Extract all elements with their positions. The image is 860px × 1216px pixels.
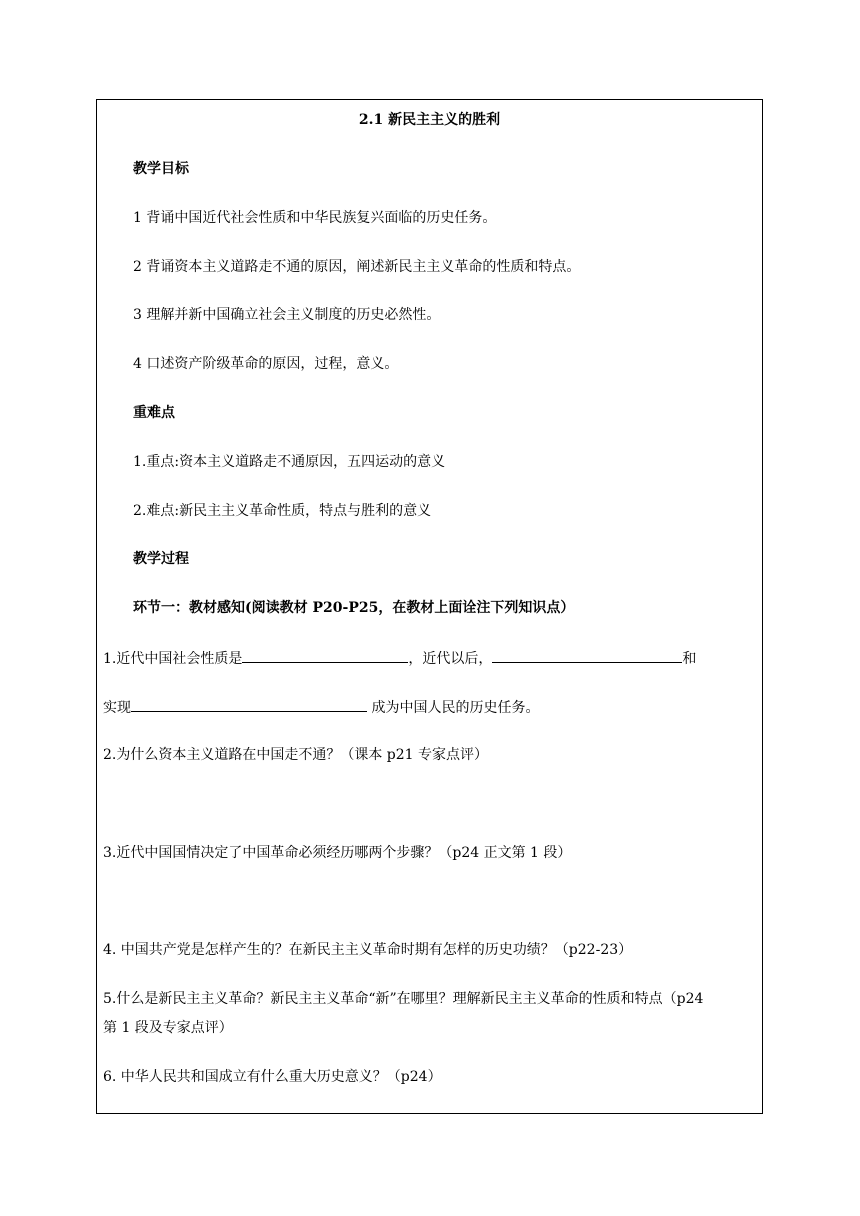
key-point-1: 1.重点:资本主义道路走不通原因，五四运动的意义	[133, 454, 446, 470]
fill-blank-2[interactable]	[492, 647, 682, 663]
fill-blank-1[interactable]	[242, 647, 408, 663]
question-1-text-d: 实现	[103, 700, 131, 716]
fill-blank-3[interactable]	[131, 696, 367, 712]
section-heading-process: 教学过程	[133, 551, 189, 567]
question-3: 3.近代中国国情决定了中国革命必须经历哪两个步骤？（p24 正文第 1 段）	[103, 845, 572, 861]
page-title: 2.1 新民主主义的胜利	[358, 112, 501, 128]
question-5-line-1: 5.什么是新民主主义革命？新民主主义革命“新”在哪里？理解新民主主义革命的性质和特点（p24	[103, 991, 704, 1007]
objective-item-2: 2 背诵资本主义道路走不通的原因，阐述新民主主义革命的性质和特点。	[133, 259, 581, 275]
question-1-line-1	[103, 647, 696, 669]
question-4: 4. 中国共产党是怎样产生的？在新民主主义革命时期有怎样的历史功绩？（p22-23）	[103, 942, 633, 958]
objective-item-4: 4 口述资产阶级革命的原因，过程，意义。	[133, 356, 399, 372]
question-1-text-a: 1.近代中国社会性质是	[103, 651, 243, 667]
question-1-text-c: 和	[682, 651, 697, 667]
objective-item-3: 3 理解并新中国确立社会主义制度的历史必然性。	[133, 307, 441, 323]
question-5-line-2: 第 1 段及专家点评）	[103, 1020, 233, 1036]
objective-item-1: 1 背诵中国近代社会性质和中华民族复兴面临的历史任务。	[133, 210, 497, 226]
document-frame	[96, 99, 763, 1114]
section-heading-key-points: 重难点	[133, 405, 175, 421]
section-heading-objectives: 教学目标	[133, 161, 189, 177]
question-2: 2.为什么资本主义道路在中国走不通？（课本 p21 专家点评）	[103, 747, 489, 763]
key-point-2: 2.难点:新民主主义革命性质，特点与胜利的意义	[133, 503, 432, 519]
stage1-heading: 环节一：教材感知(阅读教材 P20-P25，在教材上面诠注下列知识点）	[133, 600, 575, 616]
question-6: 6. 中华人民共和国成立有什么重大历史意义？（p24）	[103, 1069, 442, 1085]
question-1-text-b: ，近代以后，	[408, 651, 493, 667]
question-1-line-2	[103, 696, 539, 718]
question-1-text-e: 成为中国人民的历史任务。	[367, 700, 540, 716]
